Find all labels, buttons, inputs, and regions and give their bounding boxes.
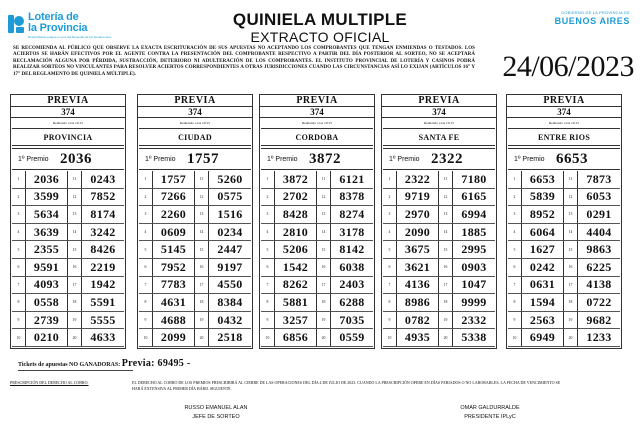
position-number: 2 bbox=[12, 189, 26, 207]
position-number: 9 bbox=[383, 312, 397, 330]
tickets-divider bbox=[18, 370, 133, 371]
result-number: 4633 bbox=[82, 329, 124, 347]
position-number: 19 bbox=[195, 312, 209, 330]
panel-jurisdiction: PROVINCIA bbox=[12, 128, 124, 146]
result-number: 8426 bbox=[82, 241, 124, 259]
signature-2-role: PRESIDENTE IPLyC bbox=[464, 414, 516, 420]
result-number: 6053 bbox=[578, 189, 620, 207]
position-number: 19 bbox=[564, 312, 578, 330]
position-number: 10 bbox=[12, 329, 26, 347]
result-number: 6038 bbox=[331, 259, 373, 277]
result-number: 2322 bbox=[397, 171, 439, 189]
position-number: 6 bbox=[508, 259, 522, 277]
draw-date: 24/06/2023 bbox=[502, 50, 634, 83]
position-number: 16 bbox=[564, 259, 578, 277]
position-number: 11 bbox=[68, 171, 82, 189]
result-number: 5881 bbox=[275, 294, 317, 312]
position-number: 17 bbox=[68, 277, 82, 295]
position-number: 10 bbox=[508, 329, 522, 347]
result-number: 9719 bbox=[397, 189, 439, 207]
result-number: 8952 bbox=[522, 206, 564, 224]
position-number: 11 bbox=[439, 171, 453, 189]
position-number: 8 bbox=[139, 294, 153, 312]
position-number: 16 bbox=[317, 259, 331, 277]
first-prize-label: 1º Premio bbox=[145, 155, 176, 163]
position-number: 12 bbox=[564, 189, 578, 207]
panel-draw-name: PREVIA bbox=[382, 95, 496, 107]
results-grid bbox=[261, 171, 373, 347]
result-number: 5260 bbox=[209, 171, 251, 189]
page-subtitle: EXTRACTO OFICIAL bbox=[250, 29, 390, 45]
panel-draw-time: Realizado a las 10:15 bbox=[179, 121, 211, 125]
position-number: 16 bbox=[439, 259, 453, 277]
position-number: 19 bbox=[317, 312, 331, 330]
result-number: 8262 bbox=[275, 277, 317, 295]
prescription-label: PRESCRIPCIÓN DEL DERECHO AL COBRO. bbox=[10, 380, 89, 385]
first-prize-label: 1º Premio bbox=[267, 155, 298, 163]
result-number: 1757 bbox=[153, 171, 195, 189]
result-number: 1627 bbox=[522, 241, 564, 259]
result-number: 3178 bbox=[331, 224, 373, 242]
position-number: 20 bbox=[195, 329, 209, 347]
position-number: 1 bbox=[383, 171, 397, 189]
result-number: 4631 bbox=[153, 294, 195, 312]
result-number: 8274 bbox=[331, 206, 373, 224]
result-number: 0558 bbox=[26, 294, 68, 312]
result-number: 0903 bbox=[453, 259, 495, 277]
result-number: 6121 bbox=[331, 171, 373, 189]
first-prize-label: 1º Premio bbox=[18, 155, 49, 163]
position-number: 3 bbox=[508, 206, 522, 224]
panel-draw-number: 374 bbox=[138, 107, 252, 118]
result-number: 3621 bbox=[397, 259, 439, 277]
results-panel bbox=[506, 94, 622, 349]
position-number: 13 bbox=[439, 206, 453, 224]
result-number: 2099 bbox=[153, 329, 195, 347]
result-number: 8174 bbox=[82, 206, 124, 224]
result-number: 1047 bbox=[453, 277, 495, 295]
panel-jurisdiction: SANTA FE bbox=[383, 128, 495, 146]
position-number: 13 bbox=[317, 206, 331, 224]
result-number: 9591 bbox=[26, 259, 68, 277]
position-number: 1 bbox=[139, 171, 153, 189]
position-number: 18 bbox=[68, 294, 82, 312]
result-number: 6856 bbox=[275, 329, 317, 347]
position-number: 9 bbox=[139, 312, 153, 330]
result-number: 6288 bbox=[331, 294, 373, 312]
results-grid bbox=[12, 171, 124, 347]
tickets-value: Previa: 69495 - bbox=[121, 358, 191, 369]
signature-1-name: RUSSO EMANUEL ALAN bbox=[184, 405, 248, 411]
result-number: 4136 bbox=[397, 277, 439, 295]
result-number: 7783 bbox=[153, 277, 195, 295]
result-number: 6653 bbox=[522, 171, 564, 189]
result-number: 0631 bbox=[522, 277, 564, 295]
first-prize-number: 2036 bbox=[60, 150, 92, 167]
panel-draw-number: 374 bbox=[507, 107, 621, 118]
results-panel bbox=[10, 94, 126, 349]
signature-block-2 bbox=[430, 404, 550, 422]
position-number: 3 bbox=[383, 206, 397, 224]
result-number: 4138 bbox=[578, 277, 620, 295]
position-number: 11 bbox=[564, 171, 578, 189]
logo-tagline: Desarrollando juegos en pos del bienestar de los bonaerenses bbox=[28, 35, 112, 39]
result-number: 3599 bbox=[26, 189, 68, 207]
result-number: 2518 bbox=[209, 329, 251, 347]
position-number: 5 bbox=[139, 241, 153, 259]
position-number: 20 bbox=[564, 329, 578, 347]
result-number: 0722 bbox=[578, 294, 620, 312]
position-number: 2 bbox=[139, 189, 153, 207]
position-number: 7 bbox=[12, 277, 26, 295]
result-number: 0291 bbox=[578, 206, 620, 224]
result-number: 9682 bbox=[578, 312, 620, 330]
result-number: 4550 bbox=[209, 277, 251, 295]
position-number: 18 bbox=[195, 294, 209, 312]
first-prize-number: 3872 bbox=[309, 150, 341, 167]
government-logo-big: BUENOS AIRES bbox=[554, 16, 630, 26]
panel-jurisdiction: CIUDAD bbox=[139, 128, 251, 146]
panel-draw-number: 374 bbox=[260, 107, 374, 118]
first-prize-row bbox=[508, 148, 620, 170]
result-number: 5555 bbox=[82, 312, 124, 330]
result-number: 0575 bbox=[209, 189, 251, 207]
position-number: 14 bbox=[317, 224, 331, 242]
first-prize-row bbox=[12, 148, 124, 170]
position-number: 10 bbox=[139, 329, 153, 347]
result-number: 3675 bbox=[397, 241, 439, 259]
result-number: 0559 bbox=[331, 329, 373, 347]
position-number: 15 bbox=[195, 241, 209, 259]
result-number: 5145 bbox=[153, 241, 195, 259]
government-logo-small: GOBIERNO DE LA PROVINCIA DE bbox=[561, 10, 630, 15]
result-number: 1942 bbox=[82, 277, 124, 295]
result-number: 2447 bbox=[209, 241, 251, 259]
position-number: 19 bbox=[68, 312, 82, 330]
position-number: 2 bbox=[383, 189, 397, 207]
tickets-label: Tickets de apuestas NO GANADORAS: bbox=[18, 362, 122, 368]
position-number: 13 bbox=[195, 206, 209, 224]
result-number: 2970 bbox=[397, 206, 439, 224]
position-number: 4 bbox=[261, 224, 275, 242]
result-number: 0234 bbox=[209, 224, 251, 242]
result-number: 7180 bbox=[453, 171, 495, 189]
position-number: 3 bbox=[12, 206, 26, 224]
position-number: 6 bbox=[261, 259, 275, 277]
result-number: 8384 bbox=[209, 294, 251, 312]
position-number: 17 bbox=[317, 277, 331, 295]
results-grid bbox=[139, 171, 251, 347]
result-number: 2702 bbox=[275, 189, 317, 207]
position-number: 3 bbox=[139, 206, 153, 224]
result-number: 6994 bbox=[453, 206, 495, 224]
position-number: 3 bbox=[261, 206, 275, 224]
result-number: 3242 bbox=[82, 224, 124, 242]
panel-draw-time: Realizado a las 10:15 bbox=[301, 121, 333, 125]
position-number: 15 bbox=[68, 241, 82, 259]
position-number: 8 bbox=[261, 294, 275, 312]
non-winning-tickets bbox=[18, 358, 190, 369]
result-number: 0210 bbox=[26, 329, 68, 347]
result-number: 1233 bbox=[578, 329, 620, 347]
position-number: 12 bbox=[195, 189, 209, 207]
position-number: 15 bbox=[564, 241, 578, 259]
results-panel bbox=[381, 94, 497, 349]
result-number: 2563 bbox=[522, 312, 564, 330]
position-number: 20 bbox=[68, 329, 82, 347]
position-number: 1 bbox=[261, 171, 275, 189]
position-number: 20 bbox=[439, 329, 453, 347]
result-number: 8142 bbox=[331, 241, 373, 259]
logo-text-line1: Lotería de bbox=[28, 11, 79, 23]
result-number: 0243 bbox=[82, 171, 124, 189]
results-panel bbox=[259, 94, 375, 349]
panel-draw-name: PREVIA bbox=[507, 95, 621, 107]
position-number: 10 bbox=[261, 329, 275, 347]
position-number: 6 bbox=[139, 259, 153, 277]
position-number: 14 bbox=[564, 224, 578, 242]
first-prize-number: 2322 bbox=[431, 150, 463, 167]
result-number: 4093 bbox=[26, 277, 68, 295]
panel-draw-name: PREVIA bbox=[260, 95, 374, 107]
result-number: 4404 bbox=[578, 224, 620, 242]
position-number: 18 bbox=[564, 294, 578, 312]
position-number: 11 bbox=[195, 171, 209, 189]
result-number: 2739 bbox=[26, 312, 68, 330]
position-number: 12 bbox=[439, 189, 453, 207]
result-number: 5591 bbox=[82, 294, 124, 312]
result-number: 8986 bbox=[397, 294, 439, 312]
result-number: 1885 bbox=[453, 224, 495, 242]
position-number: 14 bbox=[68, 224, 82, 242]
position-number: 17 bbox=[564, 277, 578, 295]
first-prize-number: 1757 bbox=[187, 150, 219, 167]
signature-block-1 bbox=[170, 404, 262, 422]
position-number: 9 bbox=[508, 312, 522, 330]
position-number: 5 bbox=[12, 241, 26, 259]
position-number: 2 bbox=[261, 189, 275, 207]
position-number: 12 bbox=[317, 189, 331, 207]
position-number: 5 bbox=[261, 241, 275, 259]
result-number: 5839 bbox=[522, 189, 564, 207]
result-number: 2355 bbox=[26, 241, 68, 259]
position-number: 13 bbox=[68, 206, 82, 224]
panel-jurisdiction: ENTRE RIOS bbox=[508, 128, 620, 146]
result-number: 2995 bbox=[453, 241, 495, 259]
position-number: 6 bbox=[12, 259, 26, 277]
result-number: 8378 bbox=[331, 189, 373, 207]
signature-2-name: OMAR GALDURRALDE bbox=[460, 405, 520, 411]
position-number: 8 bbox=[12, 294, 26, 312]
position-number: 20 bbox=[317, 329, 331, 347]
result-number: 7873 bbox=[578, 171, 620, 189]
position-number: 19 bbox=[439, 312, 453, 330]
position-number: 17 bbox=[195, 277, 209, 295]
result-number: 1542 bbox=[275, 259, 317, 277]
page-title: QUINIELA MULTIPLE bbox=[232, 10, 408, 29]
position-number: 14 bbox=[439, 224, 453, 242]
result-number: 9197 bbox=[209, 259, 251, 277]
panel-draw-number: 374 bbox=[11, 107, 125, 118]
result-number: 4935 bbox=[397, 329, 439, 347]
result-number: 4688 bbox=[153, 312, 195, 330]
result-number: 2260 bbox=[153, 206, 195, 224]
result-number: 9999 bbox=[453, 294, 495, 312]
result-number: 0432 bbox=[209, 312, 251, 330]
result-number: 2036 bbox=[26, 171, 68, 189]
panel-draw-name: PREVIA bbox=[138, 95, 252, 107]
result-number: 2810 bbox=[275, 224, 317, 242]
results-grid bbox=[508, 171, 620, 347]
position-number: 8 bbox=[508, 294, 522, 312]
position-number: 5 bbox=[383, 241, 397, 259]
position-number: 4 bbox=[508, 224, 522, 242]
result-number: 2219 bbox=[82, 259, 124, 277]
result-number: 6949 bbox=[522, 329, 564, 347]
result-number: 2090 bbox=[397, 224, 439, 242]
position-number: 15 bbox=[439, 241, 453, 259]
panel-draw-time: Realizado a las 10:15 bbox=[423, 121, 455, 125]
position-number: 12 bbox=[68, 189, 82, 207]
result-number: 5634 bbox=[26, 206, 68, 224]
panel-draw-time: Realizado a las 10:15 bbox=[548, 121, 580, 125]
first-prize-label: 1º Premio bbox=[514, 155, 545, 163]
result-number: 3257 bbox=[275, 312, 317, 330]
position-number: 6 bbox=[383, 259, 397, 277]
result-number: 3639 bbox=[26, 224, 68, 242]
position-number: 18 bbox=[439, 294, 453, 312]
result-number: 0609 bbox=[153, 224, 195, 242]
results-panel bbox=[137, 94, 253, 349]
result-number: 6165 bbox=[453, 189, 495, 207]
position-number: 8 bbox=[383, 294, 397, 312]
position-number: 14 bbox=[195, 224, 209, 242]
panel-draw-name: PREVIA bbox=[11, 95, 125, 107]
position-number: 4 bbox=[12, 224, 26, 242]
result-number: 7266 bbox=[153, 189, 195, 207]
result-number: 6225 bbox=[578, 259, 620, 277]
result-number: 8428 bbox=[275, 206, 317, 224]
result-number: 7035 bbox=[331, 312, 373, 330]
position-number: 2 bbox=[508, 189, 522, 207]
position-number: 7 bbox=[383, 277, 397, 295]
prescription-text: EL DERECHO AL COBRO DE LOS PREMIOS PRESCRIBIRÁ AL CIERRE DE LAS OPERACIONES DEL DÍA 4 DE JULIO DE 2023. CUANDO LA PRESCRIPCIÓN OPERE EN DÍAS FERIADOS O NO LABORABLES, LA FECHA DE VENCIMIENTO SE HARÁ EXTENSIVA AL PRIMER DÍA HÁBIL SIGUIENTE. bbox=[132, 380, 561, 391]
result-number: 0782 bbox=[397, 312, 439, 330]
position-number: 9 bbox=[12, 312, 26, 330]
first-prize-row bbox=[383, 148, 495, 170]
position-number: 16 bbox=[68, 259, 82, 277]
position-number: 1 bbox=[12, 171, 26, 189]
panel-jurisdiction: CORDOBA bbox=[261, 128, 373, 146]
result-number: 7952 bbox=[153, 259, 195, 277]
result-number: 0242 bbox=[522, 259, 564, 277]
logo-text-line2: la Provincia bbox=[28, 22, 88, 34]
result-number: 1516 bbox=[209, 206, 251, 224]
position-number: 15 bbox=[317, 241, 331, 259]
first-prize-label: 1º Premio bbox=[389, 155, 420, 163]
first-prize-row bbox=[261, 148, 373, 170]
result-number: 5206 bbox=[275, 241, 317, 259]
position-number: 16 bbox=[195, 259, 209, 277]
result-number: 3872 bbox=[275, 171, 317, 189]
disclaimer-text: SE RECOMIENDA AL PÚBLICO QUE OBSERVE LA EXACTA ESCRITURACIÓN DE SUS APUESTAS NO ACEPTANDO LOS COMPROBANTES QUE TENGAN ENMIENDAS O TESTADOS. LOS ACIERTOS SE HARÁN EFECTIVOS POR EL AGENTE CONTRA LA PRESENTACIÓN DEL COMPROBANTE RESPECTIVO A PARTIR DEL DÍA POSTERIOR AL SORTEO, NO SE ACEPTARÁ RECLAMACIÓN ALGUNA POR PÉRDIDA, SUSTRACCIÓN, DETERIORO NI ADULTERACIÓN DE LOS COMPROBANTES. EL INSTITUTO PROVINCIAL DE LOTERÍA Y CASINOS PODRÁ REALIZAR SORTEOS NO VINCULANTES PARA RESOLVER ACIERTOS CORRESPONDIENTES A OTRAS JURISDICCIONES CUANDO LAS CIRCUNSTANCIAS ASÍ LO EXIJAN (ARTÍCULOS 16° Y 17° DEL REGLAMENTO DE QUINIELA MÚLTIPLE). bbox=[13, 46, 475, 77]
position-number: 7 bbox=[508, 277, 522, 295]
position-number: 7 bbox=[261, 277, 275, 295]
first-prize-number: 6653 bbox=[556, 150, 588, 167]
position-number: 18 bbox=[317, 294, 331, 312]
position-number: 10 bbox=[383, 329, 397, 347]
result-number: 7852 bbox=[82, 189, 124, 207]
panel-draw-number: 374 bbox=[382, 107, 496, 118]
results-grid bbox=[383, 171, 495, 347]
signature-1-role: JEFE DE SORTEO bbox=[192, 414, 240, 420]
position-number: 9 bbox=[261, 312, 275, 330]
position-number: 4 bbox=[383, 224, 397, 242]
result-number: 2332 bbox=[453, 312, 495, 330]
result-number: 1594 bbox=[522, 294, 564, 312]
panel-draw-time: Realizado a las 10:15 bbox=[52, 121, 84, 125]
result-number: 5338 bbox=[453, 329, 495, 347]
position-number: 4 bbox=[139, 224, 153, 242]
result-number: 6064 bbox=[522, 224, 564, 242]
position-number: 5 bbox=[508, 241, 522, 259]
first-prize-row bbox=[139, 148, 251, 170]
position-number: 1 bbox=[508, 171, 522, 189]
result-number: 2403 bbox=[331, 277, 373, 295]
position-number: 13 bbox=[564, 206, 578, 224]
result-number: 9863 bbox=[578, 241, 620, 259]
position-number: 17 bbox=[439, 277, 453, 295]
position-number: 11 bbox=[317, 171, 331, 189]
government-logo bbox=[555, 10, 630, 26]
position-number: 7 bbox=[139, 277, 153, 295]
